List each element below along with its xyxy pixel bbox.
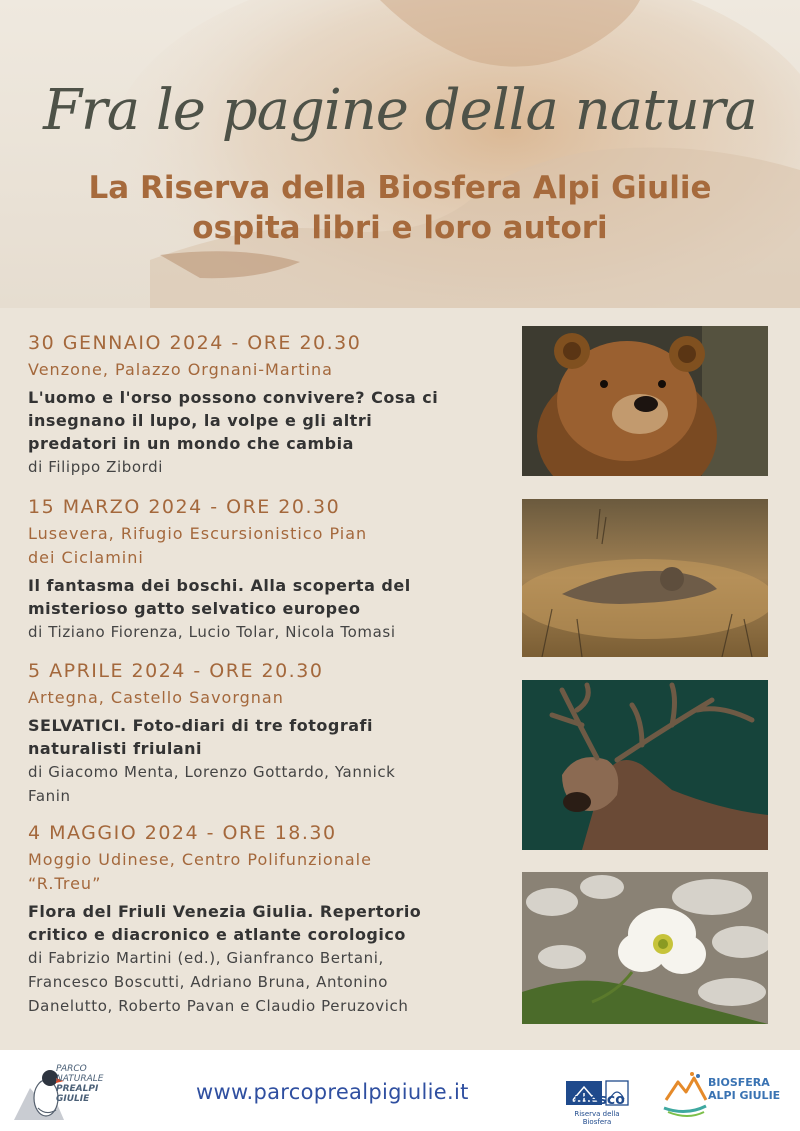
page-title: Fra le pagine della natura: [43, 78, 757, 143]
event-title: [28, 900, 508, 946]
parco-logo-line: NATURALE: [56, 1074, 104, 1084]
event-authors: [28, 760, 508, 808]
biosfera-logo-line: ALPI GIULIE: [708, 1089, 781, 1102]
event-place: [28, 686, 508, 710]
event-place-line: “R.Treu”: [28, 874, 102, 893]
event-item-2: [28, 494, 508, 644]
event-place: [28, 522, 508, 570]
subtitle-line-1: La Riserva della Biosfera Alpi Giulie: [88, 170, 712, 206]
event-title: [28, 386, 508, 455]
parco-logo-line: PARCO: [56, 1064, 87, 1074]
event-date: 30 GENNAIO 2024 - ORE 20.30: [28, 332, 362, 354]
event-title-line: naturalisti friulani: [28, 739, 202, 758]
header-banner: [0, 0, 800, 308]
event-title-line: misterioso gatto selvatico europeo: [28, 599, 361, 618]
event-title: [28, 574, 508, 620]
biosfera-logo-line: BIOSFERA: [708, 1076, 770, 1089]
event-authors-line: di Filippo Zibordi: [28, 458, 164, 476]
event-authors-line: Fanin: [28, 787, 71, 805]
event-place-line: Lusevera, Rifugio Escursionistico Pian: [28, 524, 368, 543]
event-title-line: L'uomo e l'orso possono convivere? Cosa ci: [28, 388, 439, 407]
event-place-line: dei Ciclamini: [28, 548, 144, 567]
event-title-line: SELVATICI. Foto-diari di tre fotografi: [28, 716, 373, 735]
event-place-line: Artegna, Castello Savorgnan: [28, 688, 284, 707]
event-title-line: critico e diacronico e atlante corologico: [28, 925, 406, 944]
event-item-3: [28, 658, 508, 808]
parco-logo-line: GIULIE: [56, 1094, 90, 1104]
event-place-line: Venzone, Palazzo Orgnani-Martina: [28, 360, 333, 379]
poppy-photo: [522, 872, 768, 1024]
event-authors: [28, 455, 508, 479]
parco-logo-text: [56, 1064, 103, 1104]
event-title-line: insegnano il lupo, la volpe e gli altri: [28, 411, 373, 430]
event-authors: [28, 620, 508, 644]
unesco-subtitle: Riserva della Biosfera: [574, 1110, 620, 1126]
event-date: 4 MAGGIO 2024 - ORE 18.30: [28, 822, 337, 844]
biosfera-logo-text: [708, 1076, 780, 1102]
parco-logo-line: PREALPI: [56, 1084, 99, 1094]
event-authors-line: di Tiziano Fiorenza, Lucio Tolar, Nicola Tomasi: [28, 623, 396, 641]
event-title: [28, 714, 508, 760]
event-authors-line: Francesco Boscutti, Adriano Bruna, Antonino: [28, 973, 389, 991]
event-title-line: Il fantasma dei boschi. Alla scoperta del: [28, 576, 411, 595]
event-title-line: Flora del Friuli Venezia Giulia. Repertorio: [28, 902, 422, 921]
event-item-4: [28, 820, 508, 1018]
unesco-wordmark: unesco: [569, 1092, 625, 1108]
event-place: [28, 848, 508, 896]
event-authors: [28, 946, 508, 1018]
event-date: 15 MARZO 2024 - ORE 20.30: [28, 496, 341, 518]
event-place: [28, 358, 508, 382]
events-section: [0, 308, 800, 1050]
event-item-1: [28, 330, 508, 479]
deer-photo: [522, 680, 768, 850]
footer: [0, 1050, 800, 1131]
event-authors-line: Danelutto, Roberto Pavan e Claudio Peruzovich: [28, 997, 409, 1015]
event-date: 5 APRILE 2024 - ORE 20.30: [28, 660, 324, 682]
event-authors-line: di Fabrizio Martini (ed.), Gianfranco Bertani,: [28, 949, 384, 967]
event-place-line: Moggio Udinese, Centro Polifunzionale: [28, 850, 372, 869]
event-title-line: predatori in un mondo che cambia: [28, 434, 354, 453]
wildcat-photo: [522, 499, 768, 657]
fox-background-illustration: [0, 0, 800, 308]
subtitle-line-2: ospita libri e loro autori: [192, 210, 608, 246]
website-link[interactable]: www.parcoprealpigiulie.it: [196, 1080, 469, 1104]
bear-photo: [522, 326, 768, 476]
event-authors-line: di Giacomo Menta, Lorenzo Gottardo, Yannick: [28, 763, 396, 781]
